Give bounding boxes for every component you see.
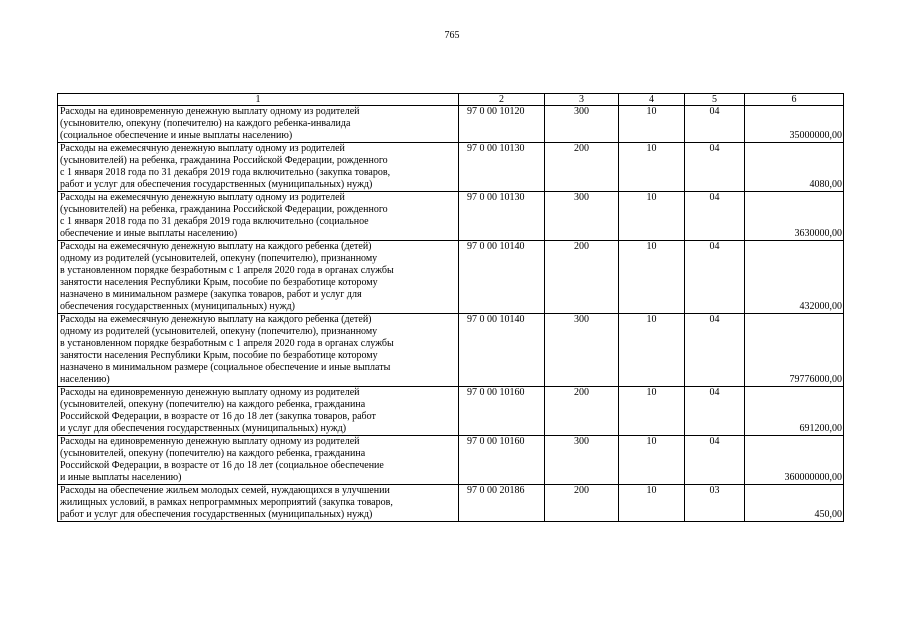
description-line: в установленном порядке безработным с 1 апреля 2020 года в органах службы <box>60 338 394 349</box>
column-header: 3 <box>545 94 619 106</box>
section-code: 10 <box>619 436 685 485</box>
amount-value: 691200,00 <box>745 387 844 436</box>
expense-type-code: 300 <box>545 436 619 485</box>
section-code: 10 <box>619 143 685 192</box>
subsection-code: 04 <box>685 436 745 485</box>
table-header-row <box>58 94 844 106</box>
amount-value: 79776000,00 <box>745 314 844 387</box>
section-code: 10 <box>619 387 685 436</box>
description-line: и иные выплаты населению) <box>60 472 182 483</box>
expense-type-code: 200 <box>545 143 619 192</box>
section-code: 10 <box>619 314 685 387</box>
description-line: Расходы на ежемесячную денежную выплату на каждого ребенка (детей) <box>60 314 372 325</box>
expense-type-code: 300 <box>545 192 619 241</box>
description-line: (социальное обеспечение и иные выплаты населению) <box>60 130 293 141</box>
subsection-code: 04 <box>685 241 745 314</box>
table-row <box>58 436 844 485</box>
description-line: Расходы на обеспечение жильем молодых семей, нуждающихся в улучшении <box>60 485 390 496</box>
table-row <box>58 314 844 387</box>
table-row <box>58 485 844 522</box>
description-line: Расходы на ежемесячную денежную выплату на каждого ребенка (детей) <box>60 241 372 252</box>
target-article-code: 97 0 00 10130 <box>459 143 545 192</box>
section-code: 10 <box>619 106 685 143</box>
description-line: (усыновителю, опекуну (попечителю) на каждого ребенка-инвалида <box>60 118 351 129</box>
expense-type-code: 200 <box>545 387 619 436</box>
table-row <box>58 241 844 314</box>
description-line: Расходы на единовременную денежную выплату одному из родителей <box>60 106 360 117</box>
amount-value: 432000,00 <box>745 241 844 314</box>
section-code: 10 <box>619 241 685 314</box>
description-line: работ и услуг для обеспечения государственных (муниципальных) нужд) <box>60 179 373 190</box>
table-row <box>58 106 844 143</box>
subsection-code: 04 <box>685 192 745 241</box>
target-article-code: 97 0 00 10140 <box>459 314 545 387</box>
description-line: жилищных условий, в рамках непрограммных мероприятий (закупка товаров, <box>60 497 393 508</box>
row-description <box>58 106 459 143</box>
target-article-code: 97 0 00 10160 <box>459 436 545 485</box>
description-line: работ и услуг для обеспечения государственных (муниципальных) нужд) <box>60 509 373 520</box>
table-row <box>58 192 844 241</box>
column-header: 1 <box>58 94 459 106</box>
description-line: Расходы на ежемесячную денежную выплату одному из родителей <box>60 143 345 154</box>
row-description <box>58 241 459 314</box>
subsection-code: 04 <box>685 106 745 143</box>
table-row <box>58 143 844 192</box>
description-line: населению) <box>60 374 110 385</box>
description-line: (усыновителей, опекуну (попечителю) на каждого ребенка, гражданина <box>60 399 366 410</box>
row-description <box>58 436 459 485</box>
description-line: занятости населения Республики Крым, пособие по безработице которому <box>60 277 378 288</box>
subsection-code: 04 <box>685 314 745 387</box>
description-line: занятости населения Республики Крым, пособие по безработице которому <box>60 350 378 361</box>
section-code: 10 <box>619 485 685 522</box>
expense-type-code: 200 <box>545 241 619 314</box>
expense-type-code: 300 <box>545 106 619 143</box>
amount-value: 4080,00 <box>745 143 844 192</box>
budget-table <box>57 93 844 522</box>
description-line: Расходы на единовременную денежную выплату одному из родителей <box>60 436 360 447</box>
target-article-code: 97 0 00 20186 <box>459 485 545 522</box>
description-line: с 1 января 2018 года по 31 декабря 2019 года включительно (закупка товаров, <box>60 167 391 178</box>
amount-value: 35000000,00 <box>745 106 844 143</box>
amount-value: 3630000,00 <box>745 192 844 241</box>
subsection-code: 03 <box>685 485 745 522</box>
target-article-code: 97 0 00 10120 <box>459 106 545 143</box>
column-header: 5 <box>685 94 745 106</box>
amount-value: 450,00 <box>745 485 844 522</box>
row-description <box>58 485 459 522</box>
subsection-code: 04 <box>685 387 745 436</box>
expense-type-code: 300 <box>545 314 619 387</box>
description-line: обеспечения государственных (муниципальных) нужд) <box>60 301 295 312</box>
description-line: Расходы на единовременную денежную выплату одному из родителей <box>60 387 360 398</box>
column-header: 4 <box>619 94 685 106</box>
row-description <box>58 192 459 241</box>
target-article-code: 97 0 00 10160 <box>459 387 545 436</box>
expense-type-code: 200 <box>545 485 619 522</box>
description-line: обеспечение и иные выплаты населению) <box>60 228 238 239</box>
description-line: и услуг для обеспечения государственных (муниципальных) нужд) <box>60 423 347 434</box>
column-header: 2 <box>459 94 545 106</box>
row-description <box>58 387 459 436</box>
section-code: 10 <box>619 192 685 241</box>
description-line: с 1 января 2018 года по 31 декабря 2019 года включительно (социальное <box>60 216 369 227</box>
description-line: Расходы на ежемесячную денежную выплату одному из родителей <box>60 192 345 203</box>
description-line: (усыновителей, опекуну (попечителю) на каждого ребенка, гражданина <box>60 448 366 459</box>
subsection-code: 04 <box>685 143 745 192</box>
amount-value: 360000000,00 <box>745 436 844 485</box>
description-line: (усыновителей) на ребенка, гражданина Российской Федерации, рожденного <box>60 204 388 215</box>
description-line: назначено в минимальном размере (закупка товаров, работ и услуг для <box>60 289 362 300</box>
description-line: одному из родителей (усыновителей, опекуну (попечителю), признанному <box>60 253 378 264</box>
description-line: Российской Федерации, в возрасте от 16 до 18 лет (закупка товаров, работ <box>60 411 376 422</box>
description-line: назначено в минимальном размере (социальное обеспечение и иные выплаты <box>60 362 391 373</box>
description-line: в установленном порядке безработным с 1 апреля 2020 года в органах службы <box>60 265 394 276</box>
row-description <box>58 143 459 192</box>
table-row <box>58 387 844 436</box>
target-article-code: 97 0 00 10140 <box>459 241 545 314</box>
description-line: Российской Федерации, в возрасте от 16 до 18 лет (социальное обеспечение <box>60 460 384 471</box>
description-line: одному из родителей (усыновителей, опекуну (попечителю), признанному <box>60 326 378 337</box>
row-description <box>58 314 459 387</box>
column-header: 6 <box>745 94 844 106</box>
target-article-code: 97 0 00 10130 <box>459 192 545 241</box>
page-number: 765 <box>444 30 460 41</box>
description-line: (усыновителей) на ребенка, гражданина Российской Федерации, рожденного <box>60 155 388 166</box>
